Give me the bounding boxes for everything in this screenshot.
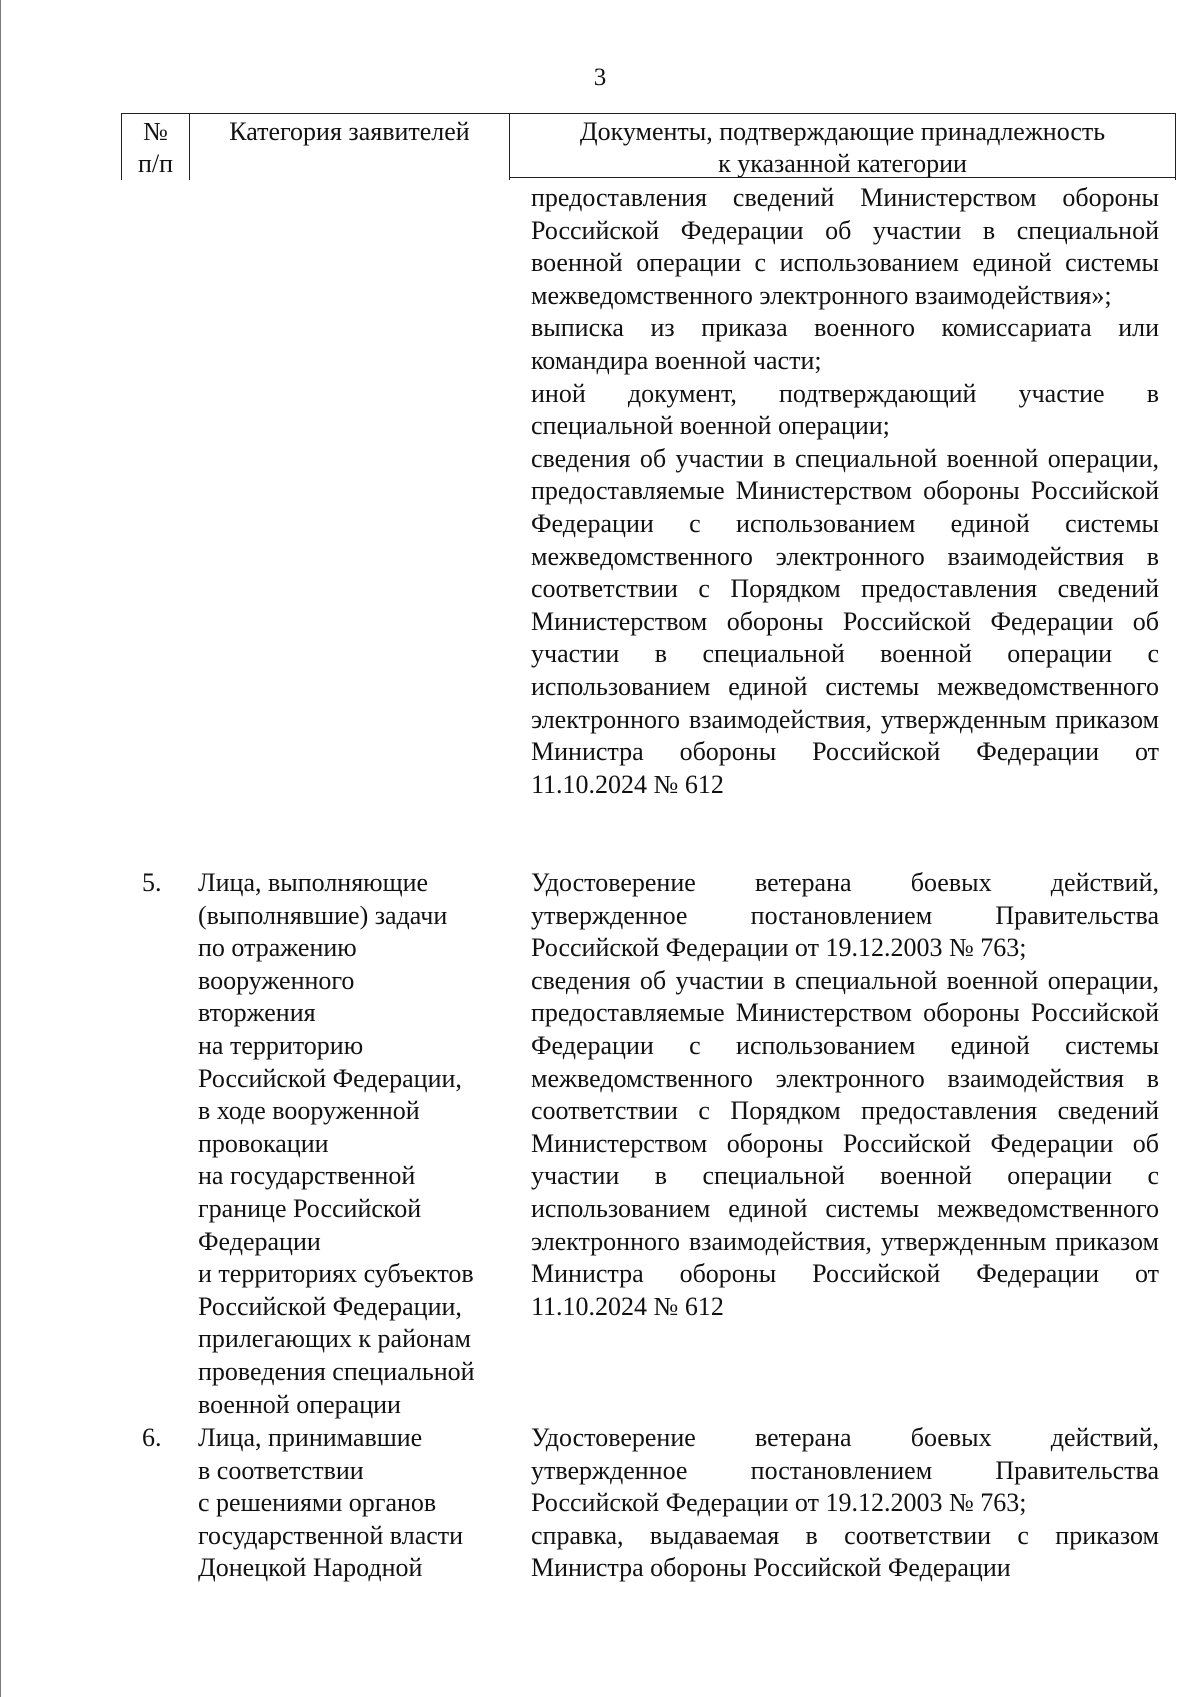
header-num-symbol: №	[143, 117, 168, 146]
category-line: прилегающих к районам	[198, 1324, 471, 1354]
page-number: 3	[593, 64, 607, 91]
category-line: Российской Федерации,	[198, 1291, 462, 1321]
row-documents-6	[531, 1422, 1159, 1585]
header-documents-cell	[510, 114, 1176, 181]
category-line: на государственной	[198, 1161, 416, 1191]
document-paragraph: иной документ, подтверждающий участие в специальной военной операции;	[531, 378, 1159, 441]
category-line: провокации	[198, 1128, 329, 1158]
category-line: с решениями органов	[198, 1488, 437, 1518]
header-num-cell	[122, 114, 190, 181]
category-line: Российской Федерации,	[198, 1063, 462, 1093]
category-line: Федерации	[198, 1226, 321, 1256]
table-header	[121, 113, 1176, 180]
header-num-abbr: п/п	[137, 149, 174, 178]
document-paragraph: предоставления сведений Министерством обороны Российской Федерации об участии в специальной военной операции с использованием единой системы межведомственного электронного взаимодействия»;	[531, 183, 1159, 310]
header-underline	[509, 177, 1175, 178]
document-paragraph: Удостоверение ветерана боевых действий, утвержденное постановлением Правительства Российской Федерации от 19.12.2003 № 763;	[531, 868, 1159, 963]
continuation-documents	[531, 182, 1159, 801]
row-number-5: 5.	[142, 868, 162, 897]
category-line: границе Российской	[198, 1193, 422, 1223]
row-category-5	[198, 867, 518, 1421]
document-paragraph: справка, выдаваемая в соответствии с приказом Министра обороны Российской Федерации	[531, 1520, 1159, 1583]
row-number-6: 6.	[142, 1423, 162, 1452]
header-documents-label-2: к указанной категории	[718, 149, 967, 178]
category-line: вооруженного	[198, 965, 355, 995]
category-line: государственной власти	[198, 1520, 464, 1550]
category-line: и территориях субъектов	[198, 1259, 474, 1289]
category-line: Донецкой Народной	[198, 1553, 423, 1583]
document-paragraph: Удостоверение ветерана боевых действий, утвержденное постановлением Правительства Российской Федерации от 19.12.2003 № 763;	[531, 1423, 1159, 1518]
category-line: (выполнявшие) задачи	[198, 900, 448, 930]
category-line: по отражению	[198, 933, 357, 963]
category-line: Лица, принимавшие	[198, 1423, 423, 1452]
category-line: Лица, выполняющие	[198, 868, 429, 897]
category-line: военной операции	[198, 1389, 401, 1419]
category-line: на территорию	[198, 1030, 364, 1060]
header-documents-label-1: Документы, подтверждающие принадлежность	[579, 117, 1106, 146]
category-line: в соответствии	[198, 1455, 364, 1485]
header-category-label: Категория заявителей	[229, 117, 470, 146]
document-paragraph: сведения об участии в специальной военной операции, предоставляемые Министерством обороны Российской Федерации с использованием единой системы межведомственного электронного взаимодействия в соответствии с Порядком предоставления сведений Министерством обороны Российской Федерации об участии в специальной военной операции с использованием единой системы межведомственного электронного взаимодействия, утвержденным приказом Министра обороны Российской Федерации от 11.10.2024 № 612	[531, 965, 1159, 1321]
category-line: вторжения	[198, 998, 316, 1028]
document-paragraph: сведения об участии в специальной военной операции, предоставляемые Министерством обороны Российской Федерации с использованием единой системы межведомственного электронного взаимодействия в соответствии с Порядком предоставления сведений Министерством обороны Российской Федерации об участии в специальной военной операции с использованием единой системы межведомственного электронного взаимодействия, утвержденным приказом Министра обороны Российской Федерации от 11.10.2024 № 612	[531, 443, 1159, 799]
category-line: проведения специальной	[198, 1356, 475, 1386]
document-paragraph: выписка из приказа военного комиссариата или командира военной части;	[531, 313, 1159, 375]
row-documents-5	[531, 867, 1159, 1323]
row-category-6	[198, 1422, 518, 1585]
header-category-cell	[190, 114, 510, 181]
page-left-edge	[0, 0, 1, 1697]
category-line: в ходе вооруженной	[198, 1096, 420, 1126]
